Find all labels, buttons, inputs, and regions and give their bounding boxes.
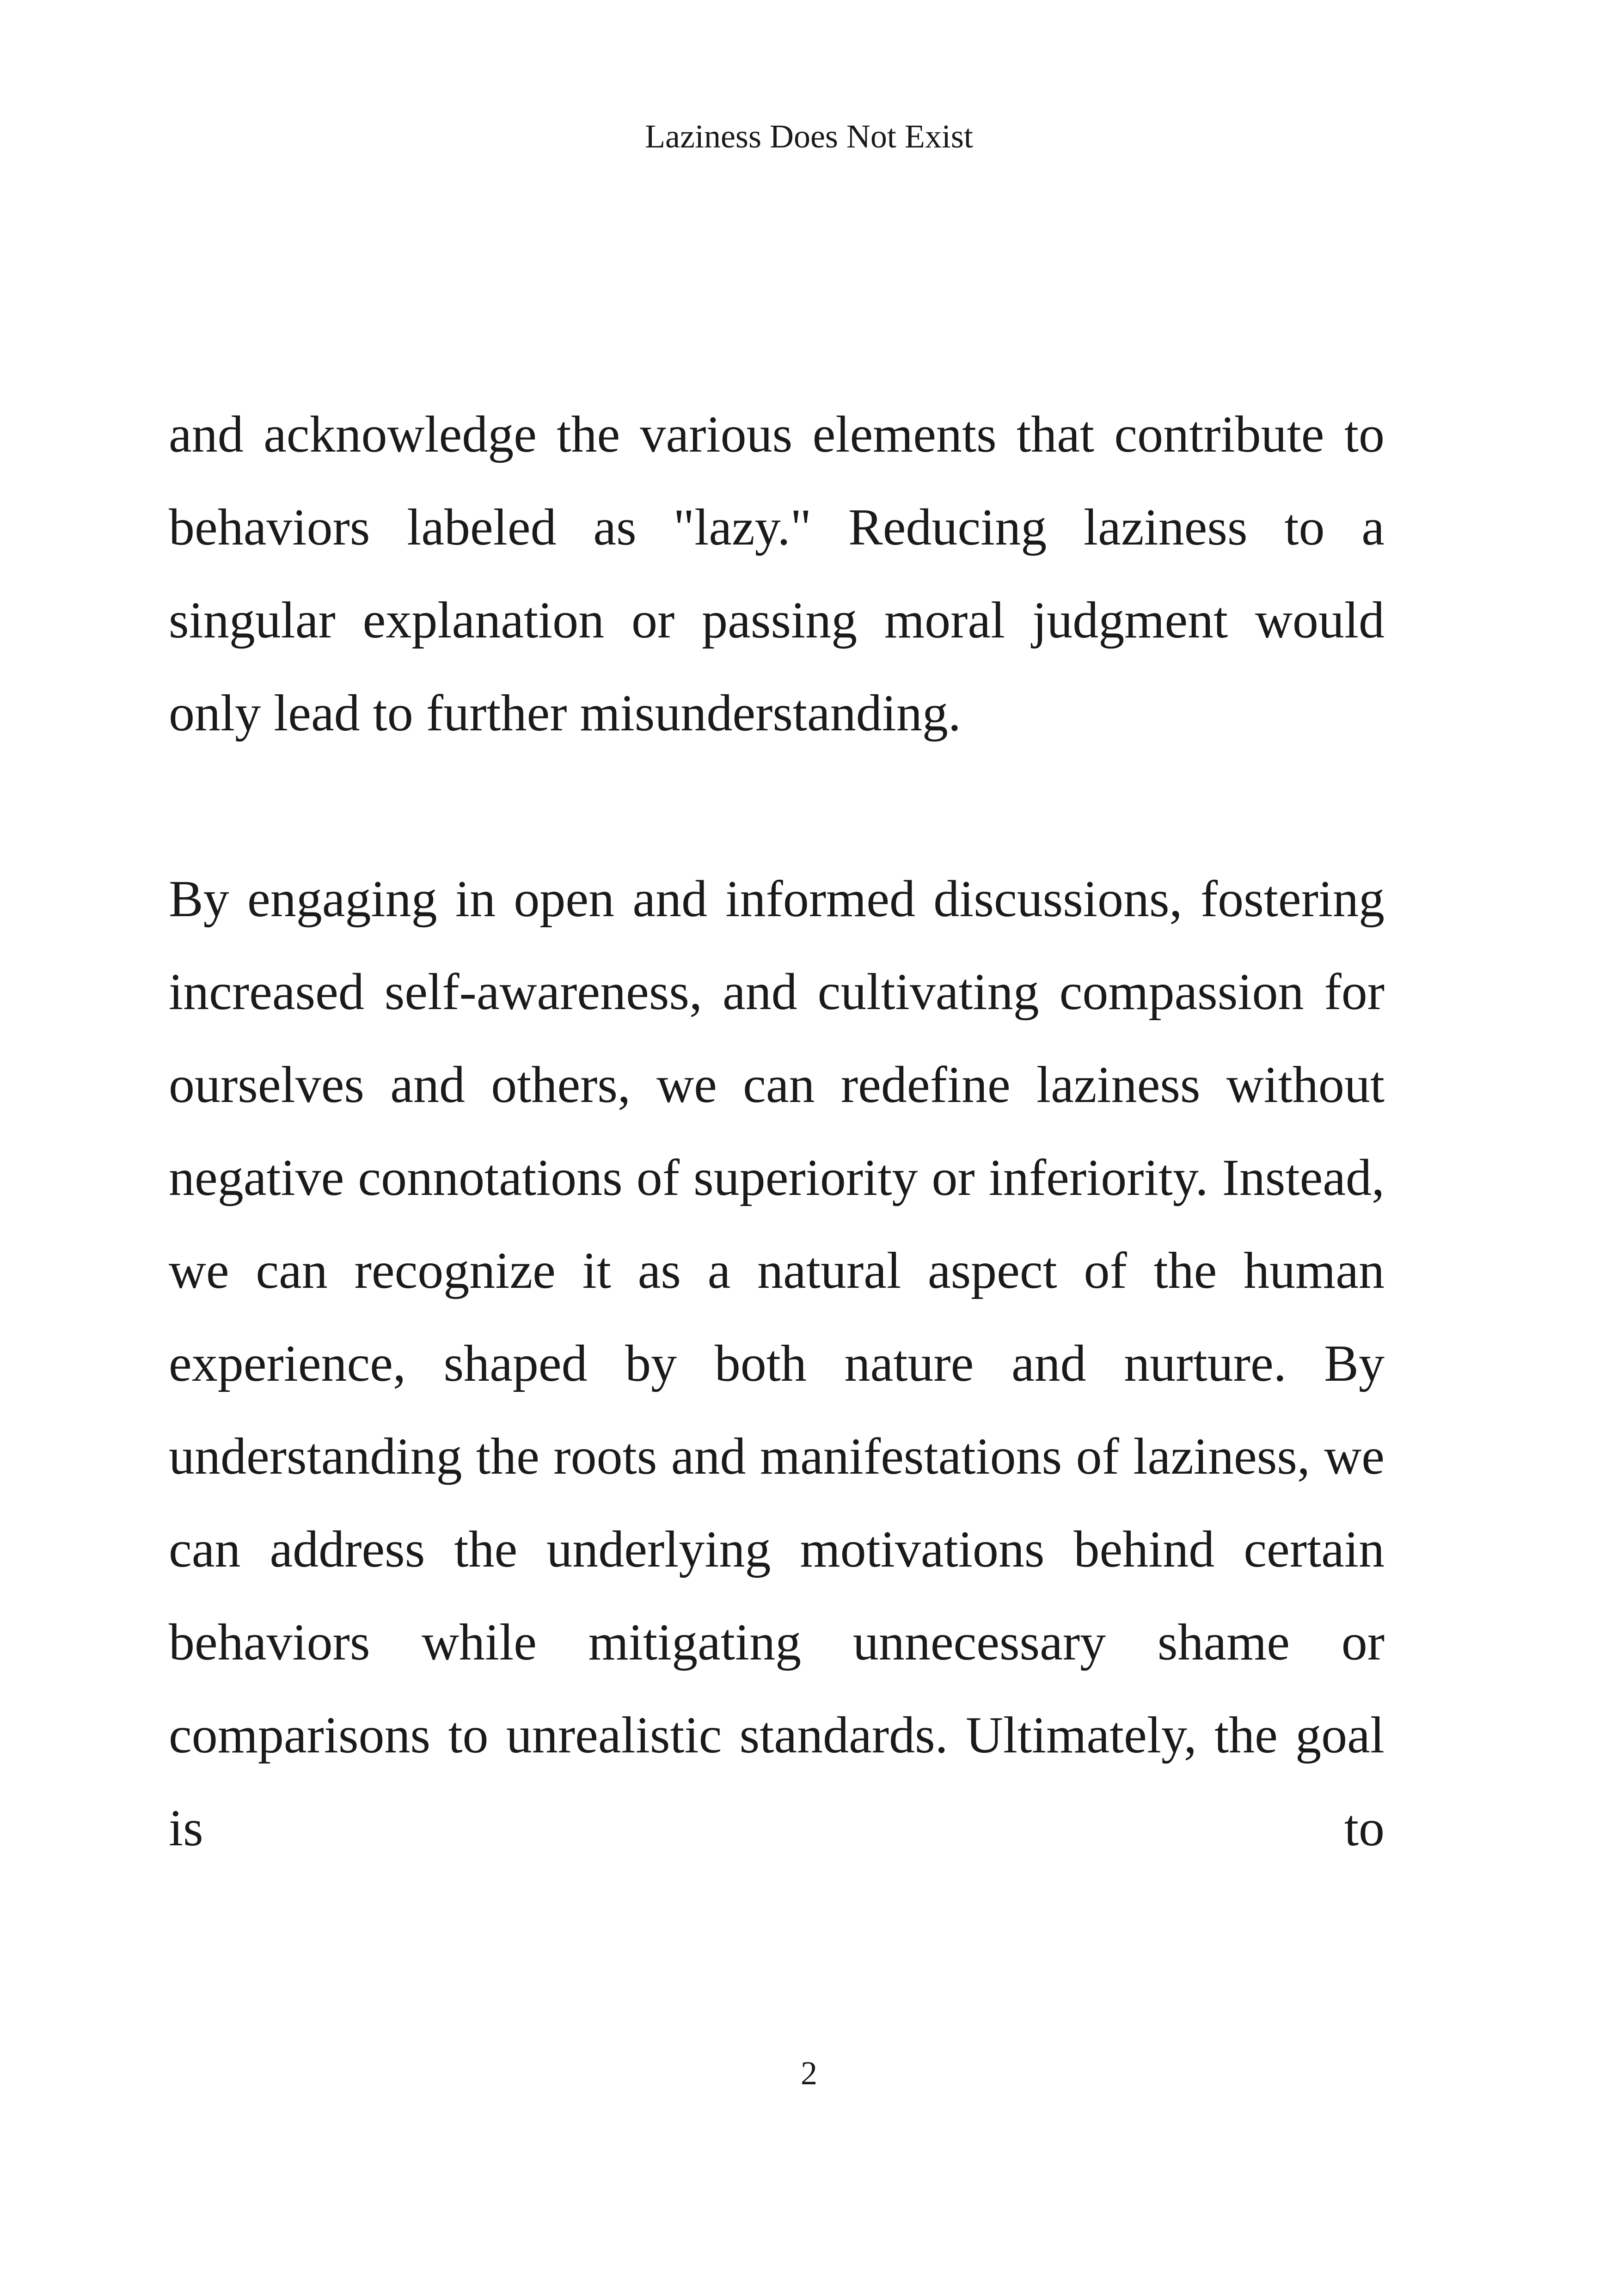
- running-header: Laziness Does Not Exist: [645, 118, 973, 155]
- body-text: [169, 388, 1385, 1875]
- paragraph-2: By engaging in open and informed discussions, fostering increased self-awareness, and cultivating compassion for ourselves and others, we can redefine laziness without negative connotations of superiority or inferiority. Instead, we can recognize it as a natural aspect of the human experience, shaped by both nature and nurture. By understanding the roots and manifestations of laziness, we can address the underlying motivations behind certain behaviors while mitigating unnecessary shame or comparisons to unrealistic standards. Ultimately, the goal is to: [169, 870, 1385, 1857]
- page-number: 2: [801, 2055, 817, 2092]
- paragraph-1: and acknowledge the various elements that contribute to behaviors labeled as "lazy." Reducing laziness to a singular explanation or passing moral judgment would only lead to further misunderstanding.: [169, 406, 1385, 742]
